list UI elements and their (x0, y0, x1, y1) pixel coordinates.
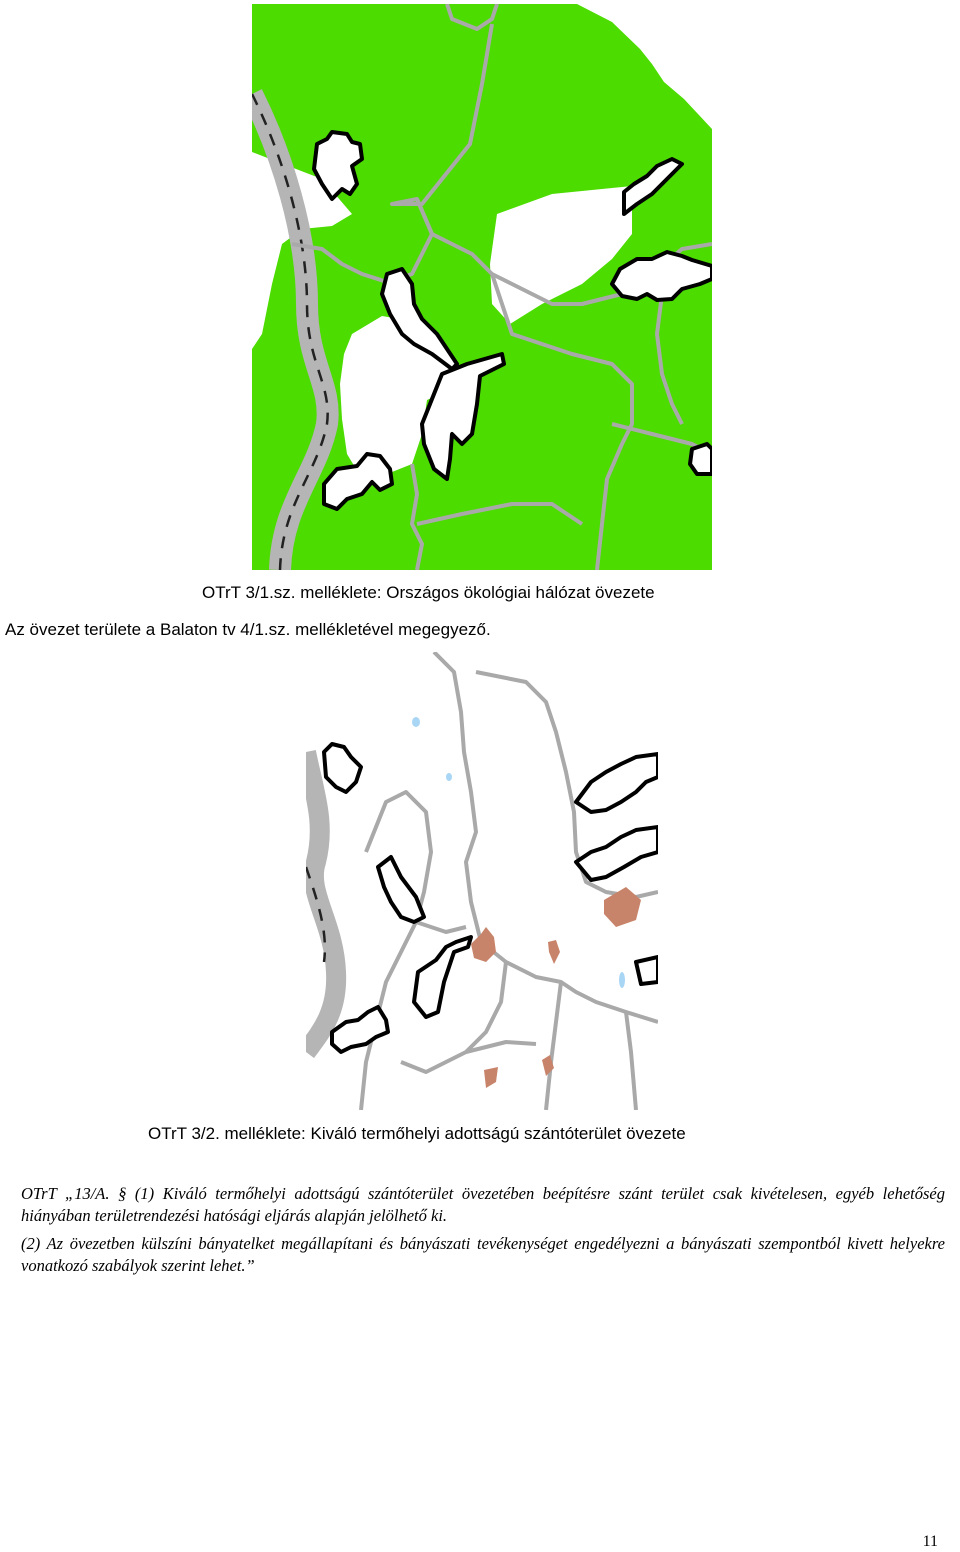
arable-land-zone-map (306, 652, 658, 1110)
figure1-note: Az övezet területe a Balaton tv 4/1.sz. mellékletével megegyező. (5, 620, 491, 639)
figure1-caption: OTrT 3/1.sz. melléklete: Országos ökológiai hálózat övezete (202, 583, 655, 602)
page-number: 11 (922, 1533, 938, 1550)
legal-paragraph-2: (2) Az övezetben külszíni bányatelket megállapítani és bányászati tevékenységet engedélyezni a bányászati szempontból kivett helyekre vonatkozó szabályok szerint lehet.” (21, 1234, 945, 1275)
ecological-network-map (252, 4, 712, 570)
legal-paragraph-1: OTrT „13/A. § (1) Kiváló termőhelyi adottságú szántóterület övezetében beépítésre szánt terület csak kivételesen, egyéb lehetőség hiányában területrendezési hatósági eljárás alapján jelölhető ki. (21, 1184, 945, 1225)
figure2-caption: OTrT 3/2. melléklete: Kiváló termőhelyi adottságú szántóterület övezete (148, 1124, 686, 1143)
